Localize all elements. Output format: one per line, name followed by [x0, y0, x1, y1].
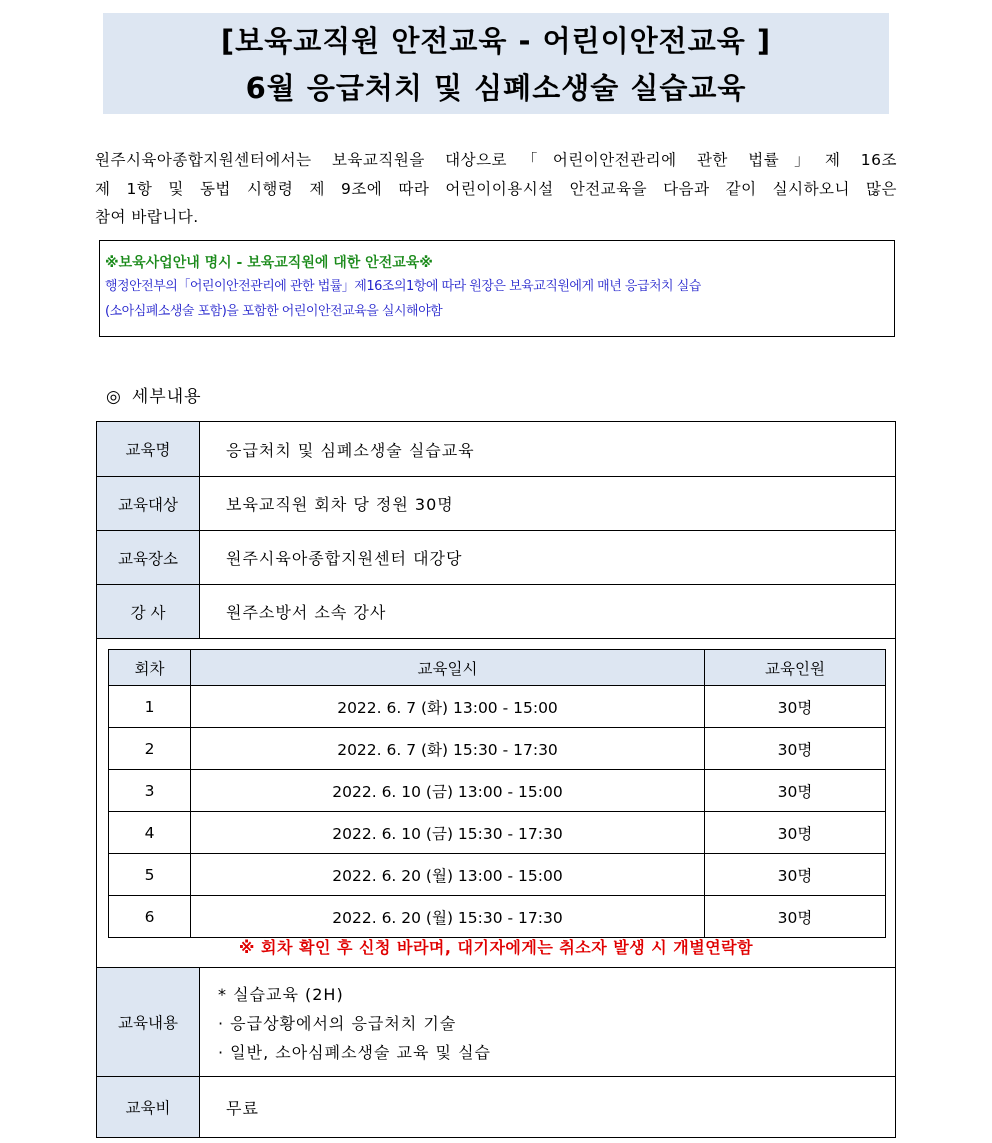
detail-row-name	[97, 422, 895, 477]
detail-row-content	[97, 967, 895, 1077]
session-capacity: 30명	[705, 854, 886, 896]
intro-line-2: 제 1항 및 동법 시행령 제 9조에 따라 어린이이용시설 안전교육을 다음과 같이 실시하오니 많은	[95, 179, 897, 198]
detail-row-place	[97, 531, 895, 585]
session-datetime: 2022. 6. 20 (월) 15:30 - 17:30	[191, 896, 705, 938]
intro-line-1: 원주시육아종합지원센터에서는 보육교직원을 대상으로「어린이안전관리에 관한 법률」제 16조	[95, 151, 897, 169]
notice-line-1: 행정안전부의「어린이안전관리에 관한 법률」제16조의1항에 따라 원장은 보육교직원에게 매년 응급처치 실습	[105, 279, 701, 294]
list-item: · 일반, 소아심폐소생술 교육 및 실습	[218, 1043, 491, 1062]
section-title: 세부내용	[131, 387, 202, 407]
schedule-table	[108, 649, 886, 938]
table-row	[109, 770, 886, 812]
section-heading	[106, 386, 202, 408]
schedule-header-row	[109, 650, 886, 686]
session-capacity: 30명	[705, 896, 886, 938]
detail-row-fee	[97, 1077, 895, 1137]
table-row	[109, 854, 886, 896]
session-capacity: 30명	[705, 728, 886, 770]
table-row	[109, 728, 886, 770]
detail-value: 응급처치 및 심폐소생술 실습교육	[226, 440, 475, 460]
session-datetime: 2022. 6. 20 (월) 13:00 - 15:00	[191, 854, 705, 896]
session-number: 5	[109, 854, 191, 896]
table-row	[109, 896, 886, 938]
intro-paragraph	[95, 146, 897, 232]
details-table	[96, 421, 896, 1138]
session-number: 6	[109, 896, 191, 938]
notice-line-2: (소아심폐소생술 포함)을 포함한 어린이안전교육을 실시해야함	[105, 304, 443, 319]
session-datetime: 2022. 6. 10 (금) 15:30 - 17:30	[191, 812, 705, 854]
schedule-header: 회차	[109, 650, 191, 686]
detail-value: 원주소방서 소속 강사	[226, 603, 387, 622]
session-capacity: 30명	[705, 812, 886, 854]
content-cell	[200, 968, 895, 1076]
detail-value: 무료	[226, 1098, 259, 1118]
detail-label: 교육내용	[97, 968, 200, 1076]
notice-title: ※보육사업안내 명시 - 보육교직원에 대한 안전교육※	[105, 255, 433, 271]
detail-label: 교육장소	[97, 531, 200, 584]
intro-line-3: 참여 바랍니다.	[95, 208, 199, 226]
session-number: 4	[109, 812, 191, 854]
session-number: 3	[109, 770, 191, 812]
table-row	[109, 686, 886, 728]
title-banner	[103, 13, 889, 114]
session-number: 2	[109, 728, 191, 770]
detail-value: 원주시육아종합지원센터 대강당	[226, 549, 463, 568]
content-list	[218, 980, 491, 1067]
schedule-header: 교육일시	[191, 650, 705, 686]
section-mark-icon: ◎	[106, 387, 122, 407]
schedule-warning: ※ 회차 확인 후 신청 바라며, 대기자에게는 취소자 발생 시 개별연락함	[238, 938, 754, 957]
title-line-1: [보육교직원 안전교육 - 어린이안전교육 ]	[220, 24, 772, 58]
session-number: 1	[109, 686, 191, 728]
detail-value: 보육교직원 회차 당 정원 30명	[226, 495, 454, 514]
session-capacity: 30명	[705, 770, 886, 812]
title-line-2: 6월 응급처치 및 심폐소생술 실습교육	[245, 71, 747, 105]
detail-row-instructor	[97, 585, 895, 639]
detail-label: 교육명	[97, 422, 200, 476]
session-capacity: 30명	[705, 686, 886, 728]
list-item: * 실습교육 (2H)	[218, 985, 344, 1004]
detail-label: 교육대상	[97, 477, 200, 530]
table-row	[109, 812, 886, 854]
detail-row-target	[97, 477, 895, 531]
session-datetime: 2022. 6. 10 (금) 13:00 - 15:00	[191, 770, 705, 812]
notice-box	[99, 240, 895, 337]
list-item: · 응급상황에서의 응급처치 기술	[218, 1014, 457, 1033]
schedule-header: 교육인원	[705, 650, 886, 686]
session-datetime: 2022. 6. 7 (화) 13:00 - 15:00	[191, 686, 705, 728]
detail-label: 강 사	[97, 585, 200, 638]
detail-label: 교육비	[97, 1077, 200, 1137]
session-datetime: 2022. 6. 7 (화) 15:30 - 17:30	[191, 728, 705, 770]
